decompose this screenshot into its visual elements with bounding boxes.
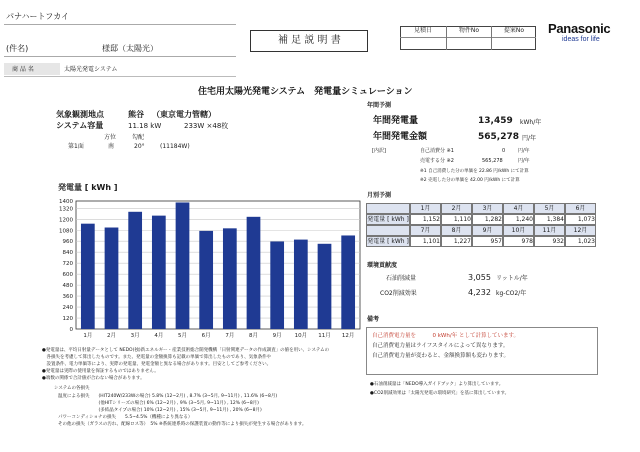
monthly-table bbox=[366, 203, 596, 247]
annual-amount-label: 年間発電金額 bbox=[373, 132, 428, 142]
note-a: ●発電量は、平均日射量データとして NEDO(独)新エネルギー・産業技術総合開発機構「日射関連データの作成調査」の値を用い、システムの bbox=[42, 348, 330, 353]
monthly-value-cell: 1,227 bbox=[441, 236, 472, 247]
annual-generation-unit: kWh/年 bbox=[520, 119, 542, 126]
y-tick-label: 360 bbox=[62, 294, 73, 301]
monthly-corner bbox=[366, 203, 410, 214]
monthly-month-header: 11月 bbox=[534, 225, 565, 236]
x-tick-label: 5月 bbox=[178, 333, 187, 339]
monthly-corner bbox=[366, 225, 410, 236]
case-underline bbox=[4, 56, 236, 57]
monthly-value-cell: 1,384 bbox=[534, 214, 565, 225]
monthly-month-header: 5月 bbox=[534, 203, 565, 214]
loss-line-5: その他の損失（ガラスの汚れ、配線ロス等） 5% ※系統連系時の保護装置の動作等により損失が発生する場合があります。 bbox=[58, 422, 307, 427]
co2-value: 4,232 bbox=[468, 288, 491, 297]
oil-value: 3,055 bbox=[468, 273, 491, 282]
note-e: ●端数の関係で合計値が合わない場合があります。 bbox=[42, 376, 145, 381]
array-direction: 南 bbox=[108, 143, 115, 150]
array-row-label: 第1面 bbox=[68, 143, 84, 150]
annual-section: 年間予測 bbox=[367, 102, 392, 109]
remarks-footnote-1: ●石油削減量は「NEDO導入ガイドブック」より算出しています。 bbox=[370, 382, 504, 387]
y-tick-label: 1080 bbox=[59, 228, 73, 235]
monthly-month-header: 8月 bbox=[441, 225, 472, 236]
x-tick-label: 9月 bbox=[272, 333, 282, 339]
monthly-value-cell: 1,240 bbox=[503, 214, 534, 225]
self-consumption-unit: 円/年 bbox=[518, 148, 530, 154]
y-tick-label: 1400 bbox=[59, 199, 73, 205]
monthly-month-header: 4月 bbox=[503, 203, 534, 214]
monthly-month-header: 10月 bbox=[503, 225, 534, 236]
chart-title: 発電量 [ kWh ] bbox=[58, 183, 118, 192]
station-provider: （東京電力管轄） bbox=[152, 110, 216, 119]
array-header-direction: 方位 bbox=[104, 134, 117, 141]
bar-4月 bbox=[152, 216, 166, 329]
array-header-tilt: 勾配 bbox=[132, 134, 145, 141]
annual-note-2: ※2 売電した分の単価を 42.00 円/kWh にて計算 bbox=[420, 178, 520, 183]
case-value: 様邸（太陽光） bbox=[102, 44, 158, 53]
bar-8月 bbox=[247, 217, 261, 329]
remarks-section: 備考 bbox=[367, 316, 380, 323]
bar-1月 bbox=[81, 224, 95, 329]
monthly-month-header: 12月 bbox=[565, 225, 596, 236]
annual-amount-value: 565,278 bbox=[478, 132, 519, 142]
monthly-value-cell: 1,110 bbox=[441, 214, 472, 225]
station-name: 熊谷 bbox=[128, 110, 144, 119]
monthly-value-cell: 1,152 bbox=[410, 214, 441, 225]
generation-bar-chart bbox=[40, 193, 355, 343]
remarks-footnote-2: ●CO2削減効果は「太陽光発電の環境研究」を基に算出しています。 bbox=[370, 391, 510, 396]
note-c: 設置条件、電力単価等により、実際の発電量、発電金額と異なる場合があります。目安としてご参考ください。 bbox=[42, 362, 272, 367]
y-tick-label: 720 bbox=[62, 261, 73, 268]
capacity-value: 11.18 kW bbox=[128, 122, 162, 130]
annual-amount-unit: 円/年 bbox=[522, 135, 537, 142]
brand-tagline: ideas for life bbox=[562, 36, 600, 43]
plot-frame bbox=[76, 201, 360, 329]
bar-7月 bbox=[223, 228, 237, 329]
monthly-row-label: 発電量 [ kWh ] bbox=[367, 216, 409, 223]
remarks-line-1: 自己消費電力量を 0 kWh/年 として計算しています。 bbox=[372, 333, 520, 339]
capacity-label: システム容量 bbox=[56, 121, 104, 130]
note-d: ●発電量は実際の使用量を保証するものではありません。 bbox=[42, 369, 159, 374]
bar-9月 bbox=[270, 242, 284, 329]
monthly-value-cell: 1,073 bbox=[565, 214, 596, 225]
y-tick-label: 0 bbox=[69, 327, 73, 333]
x-tick-label: 12月 bbox=[341, 333, 355, 339]
y-tick-label: 120 bbox=[62, 316, 73, 323]
monthly-month-header: 7月 bbox=[410, 225, 441, 236]
ref-property-label: 物件No bbox=[446, 26, 491, 38]
station-label: 気象観測地点 bbox=[56, 110, 104, 119]
x-tick-label: 3月 bbox=[130, 333, 140, 339]
monthly-value-cell: 1,282 bbox=[472, 214, 503, 225]
product-underline bbox=[4, 76, 236, 77]
bar-10月 bbox=[294, 240, 308, 329]
self-consumption-value: 0 bbox=[502, 148, 506, 154]
monthly-row-label: 発電量 [ kWh ] bbox=[367, 238, 409, 245]
loss-heading: システムの各損失 bbox=[54, 386, 90, 391]
bar-2月 bbox=[105, 228, 119, 329]
y-tick-label: 240 bbox=[62, 305, 73, 312]
loss-line-1: 温度による損失 (HIT240W/233Wの場合) 5.8% (12~2月) , 8.7% (3~5月, 9~11月) , 11.6% (6~8月) bbox=[58, 394, 278, 399]
array-tilt: 20° bbox=[134, 143, 145, 150]
remarks-line-2: 自己消費電力量はライフスタイルによって異なります。 bbox=[372, 343, 509, 349]
x-tick-label: 10月 bbox=[294, 333, 308, 339]
co2-unit: kg-CO2/年 bbox=[496, 290, 527, 297]
ref-date-value-cell bbox=[446, 38, 447, 50]
x-tick-label: 8月 bbox=[249, 333, 258, 339]
remarks-line-3: 自己消費電力量が変わると、金額換算額も変わります。 bbox=[372, 353, 510, 359]
monthly-month-header: 9月 bbox=[472, 225, 503, 236]
sell-value: 565,278 bbox=[482, 158, 503, 164]
monthly-month-header: 2月 bbox=[441, 203, 472, 214]
x-tick-label: 2月 bbox=[107, 333, 116, 339]
monthly-value-cell: 1,023 bbox=[565, 236, 596, 247]
loss-line-4: パワーコンディショナの損失 5.5~4.5%（機種により異なる） bbox=[58, 415, 193, 420]
oil-label: 石油削減量 bbox=[386, 275, 417, 282]
ref-date-label: 見積日 bbox=[413, 27, 432, 34]
y-tick-label: 1320 bbox=[59, 206, 73, 213]
monthly-month-header: 3月 bbox=[472, 203, 503, 214]
breakdown-label: [内訳] bbox=[372, 148, 386, 154]
monthly-value-cell: 932 bbox=[534, 236, 565, 247]
x-tick-label: 4月 bbox=[154, 333, 164, 339]
y-tick-label: 480 bbox=[62, 283, 73, 290]
panasonic-logo: Panasonic bbox=[548, 21, 611, 36]
array-kw: (11184W) bbox=[160, 143, 190, 150]
monthly-value-cell: 957 bbox=[472, 236, 503, 247]
bar-6月 bbox=[199, 231, 213, 329]
bar-5月 bbox=[176, 202, 190, 329]
company-name: パナハートフカイ bbox=[6, 12, 69, 21]
y-tick-label: 840 bbox=[62, 250, 73, 257]
y-tick-label: 960 bbox=[62, 239, 73, 246]
annual-note-1: ※1 自己消費した分の単価を 22.86 円/kWh にて計算 bbox=[420, 169, 529, 174]
y-tick-label: 600 bbox=[62, 272, 73, 279]
product-label: 商 品 名 bbox=[12, 66, 34, 73]
monthly-month-header: 1月 bbox=[410, 203, 441, 214]
sell-unit: 円/年 bbox=[518, 158, 530, 164]
loss-line-3: (多結晶タイプの場合) 10% (12~2月) , 15% (3~5月, 9~11月) , 20% (6~8月) bbox=[58, 408, 262, 413]
oil-unit: リットル/年 bbox=[496, 275, 528, 282]
monthly-value-cell: 1,101 bbox=[410, 236, 441, 247]
case-label: (件名) bbox=[6, 44, 29, 53]
co2-label: CO2削減効果 bbox=[380, 290, 417, 297]
x-tick-label: 11月 bbox=[318, 333, 331, 339]
bar-3月 bbox=[128, 212, 142, 329]
annual-generation-value: 13,459 bbox=[478, 116, 513, 126]
monthly-section: 月別予測 bbox=[367, 192, 392, 199]
loss-line-2: (他HITシリーズの場合) 6% (12~2月) , 9% (3~5月, 9~11月) , 12% (6~8月) bbox=[58, 401, 259, 406]
environment-section: 環境貢献度 bbox=[367, 262, 398, 269]
monthly-month-header: 6月 bbox=[565, 203, 596, 214]
self-consumption-label: 自己消費分 ※1 bbox=[420, 148, 454, 154]
bar-11月 bbox=[318, 244, 332, 329]
company-underline bbox=[4, 24, 236, 25]
x-tick-label: 6月 bbox=[201, 333, 211, 339]
x-tick-label: 7月 bbox=[225, 333, 235, 339]
doc-title: 補 足 説 明 書 bbox=[278, 35, 341, 46]
main-title: 住宅用太陽光発電システム 発電量シミュレーション bbox=[198, 87, 413, 97]
bar-12月 bbox=[341, 235, 355, 329]
note-b: 各損失を考慮して算出したものです。また、発電量の金額換算も記載の単価で算出したものであり、気象条件や bbox=[42, 355, 272, 360]
ref-property-value-cell bbox=[491, 38, 492, 50]
monthly-value-cell: 978 bbox=[503, 236, 534, 247]
capacity-panels: 233W ×48枚 bbox=[184, 122, 229, 130]
annual-generation-label: 年間発電量 bbox=[373, 116, 419, 126]
y-tick-label: 1200 bbox=[59, 217, 73, 224]
sell-label: 売電する分 ※2 bbox=[420, 158, 454, 164]
ref-proposal-label: 提案No bbox=[491, 26, 536, 38]
x-tick-label: 1月 bbox=[83, 333, 93, 339]
product-value: 太陽光発電システム bbox=[64, 66, 118, 73]
